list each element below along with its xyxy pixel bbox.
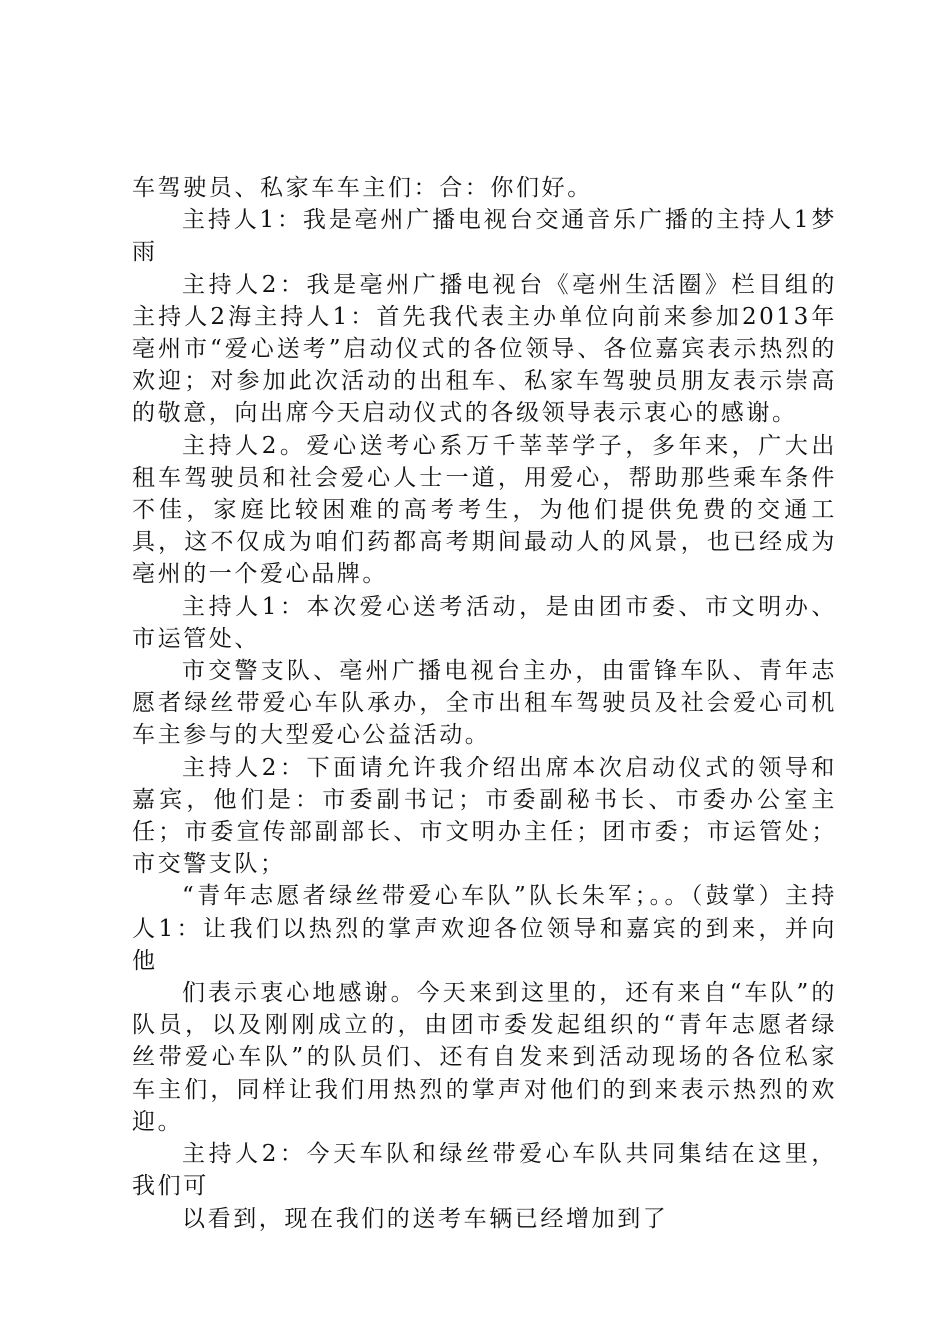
paragraph-organizers: 主持人1：本次爱心送考活动，是由团市委、市文明办、市运管处、: [132, 593, 837, 652]
paragraph-hosts: 市交警支队、亳州广播电视台主办，由雷锋车队、青年志愿者绿丝带爱心车队承办，全市出租车驾驶员及社会爱心司机车主参与的大型爱心公益活动。: [132, 658, 837, 749]
paragraph-greeting: 车驾驶员、私家车车主们：合：你们好。: [132, 175, 593, 201]
document-body: [132, 172, 837, 1235]
paragraph-host2-intro: 主持人2：我是亳州广播电视台《亳州生活圈》栏目组的主持人2海主持人1：首先我代表主办单位向前来参加2013年亳州市“爱心送考”启动仪式的各位领导、各位嘉宾表示热烈的欢迎；对参加此次活动的出租车、私家车驾驶员朋友表示崇高的敬意，向出席今天启动仪式的各级领导表示衷心的感谢。: [132, 271, 837, 427]
paragraph-thanks: 们表示衷心地感谢。今天来到这里的，还有来自“车队”的队员，以及刚刚成立的，由团市委发起组织的“青年志愿者绿丝带爱心车队”的队员们、还有自发来到活动现场的各位私家车主们，同样让我们用热烈的掌声对他们的到来表示热烈的欢迎。: [132, 980, 837, 1135]
paragraph-love-exam: 主持人2。爱心送考心系万千莘莘学子，多年来，广大出租车驾驶员和社会爱心人士一道，用爱心，帮助那些乘车条件不佳，家庭比较困难的高考考生，为他们提供免费的交通工具，这不仅成为咱们药都高考期间最动人的风景，也已经成为亳州的一个爱心品牌。: [132, 432, 837, 588]
paragraph-captain: “青年志愿者绿丝带爱心车队”队长朱军；。。（鼓掌）主持人1：让我们以热烈的掌声欢迎各位领导和嘉宾的到来，并向他: [132, 883, 837, 974]
paragraph-fleet: 主持人2：今天车队和绿丝带爱心车队共同集结在这里，我们可: [132, 1141, 837, 1200]
paragraph-guests: 主持人2：下面请允许我介绍出席本次启动仪式的领导和嘉宾，他们是：市委副书记；市委副秘书长、市委办公室主任；市委宣传部副部长、市文明办主任；团市委；市运管处；市交警支队；: [132, 754, 837, 878]
paragraph-vehicles: 以看到，现在我们的送考车辆已经增加到了: [182, 1205, 669, 1232]
paragraph-host1-intro: 主持人1：我是亳州广播电视台交通音乐广播的主持人1梦雨: [132, 207, 837, 266]
